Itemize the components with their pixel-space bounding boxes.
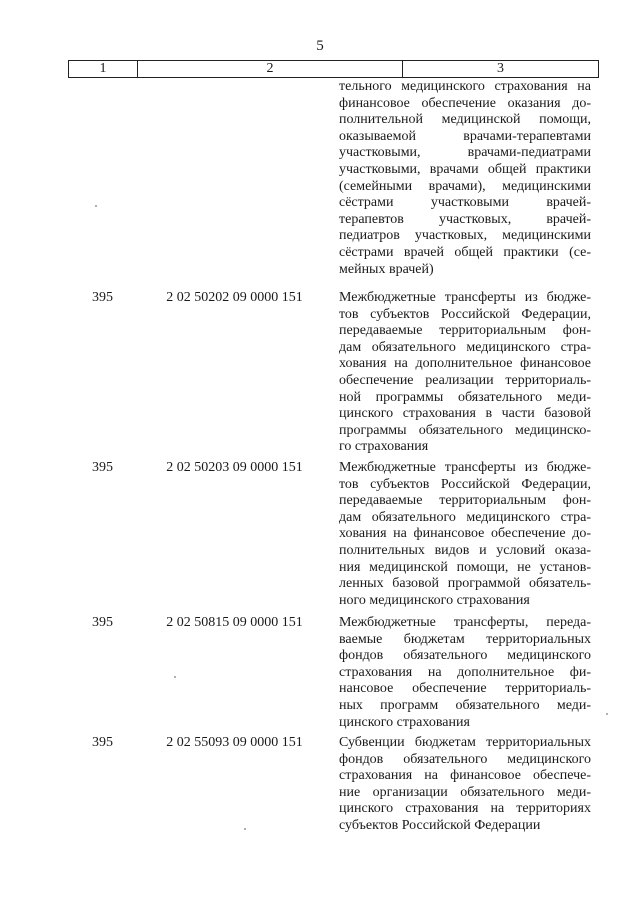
row-1-description: [339, 290, 591, 456]
table-header: [68, 60, 599, 78]
header-col-1: 1: [69, 61, 138, 77]
description-line: Межбюджетные трансферты из бюдже-: [339, 290, 591, 305]
description-line: (семейными врачами), медицинскими: [339, 178, 591, 194]
description-line: тельного медицинского страхования на: [339, 79, 591, 94]
description-line: субъектов Российской Федерации: [339, 817, 541, 833]
description-line: страхования на финансовое обеспече-: [339, 768, 591, 784]
row-4-budget-code: 2 02 55093 09 0000 151: [166, 735, 303, 750]
description-line: участковыми, врачами общей практики: [339, 161, 591, 177]
row-1-admin-code: 395: [92, 290, 113, 305]
description-line: Межбюджетные трансферты из бюдже-: [339, 460, 591, 475]
description-line: ние организации обязательного меди-: [339, 784, 591, 800]
description-line: ваемые бюджетам территориальных: [339, 631, 591, 647]
row-2-budget-code: 2 02 50203 09 0000 151: [166, 460, 303, 475]
description-line: Субвенции бюджетам территориальных: [339, 735, 591, 750]
scan-speck: [174, 676, 176, 678]
description-line: дам обязательного медицинского стра-: [339, 339, 591, 355]
description-line: цинского страхования в части базовой: [339, 406, 591, 422]
description-line: хования на финансовое обеспечение до-: [339, 526, 591, 542]
description-line: фондов обязательного медицинского: [339, 751, 591, 767]
description-line: полнительных видов и условий оказа-: [339, 542, 591, 558]
row-2-admin-code: 395: [92, 460, 113, 475]
description-line: программы обязательного медицинско-: [339, 422, 591, 438]
description-line: передаваемые территориальным фон-: [339, 493, 591, 509]
description-line: мейных врачей): [339, 261, 434, 277]
description-line: хования на дополнительное финансовое: [339, 356, 591, 372]
description-line: передаваемые территориальным фон-: [339, 323, 591, 339]
row-1-budget-code: 2 02 50202 09 0000 151: [166, 290, 303, 305]
description-line: фондов обязательного медицинского: [339, 648, 591, 664]
description-line: обеспечение реализации территориаль-: [339, 372, 591, 388]
scan-speck: [95, 205, 97, 207]
description-line: ного медицинского страхования: [339, 592, 530, 608]
description-line: педиатров участковых, медицинскими: [339, 228, 591, 244]
description-line: нансовое обеспечение территориаль-: [339, 681, 591, 697]
description-line: терапевтов участковых, врачей-: [339, 211, 591, 227]
description-line: ной программы обязательного меди-: [339, 389, 591, 405]
header-col-3: 3: [497, 61, 504, 76]
description-line: ных программ обязательного меди-: [339, 697, 591, 713]
description-line: сёстрами участковыми врачей-: [339, 195, 591, 211]
description-line: тов субъектов Российской Федерации,: [339, 476, 591, 492]
row-4-admin-code: 395: [92, 735, 113, 750]
description-line: Межбюджетные трансферты, переда-: [339, 615, 591, 630]
row-4-description: [339, 735, 591, 835]
description-line: сёстрами врачей общей практики (се-: [339, 244, 591, 260]
description-line: оказываемой врачами-терапевтами: [339, 128, 591, 144]
description-line: участковыми, врачами-педиатрами: [339, 145, 591, 161]
description-line: тов субъектов Российской Федерации,: [339, 306, 591, 322]
header-col-2: 2: [138, 61, 403, 77]
description-line: ленных базовой программой обязатель-: [339, 576, 591, 592]
description-line: ния медицинской помощи, не установ-: [339, 559, 591, 575]
description-line: финансовое обеспечение оказания до-: [339, 95, 591, 111]
description-line: го страхования: [339, 439, 429, 455]
description-line: дам обязательного медицинского стра-: [339, 509, 591, 525]
description-line: страхования на дополнительное фи-: [339, 664, 591, 680]
scan-speck: [606, 713, 608, 715]
scan-speck: [244, 828, 246, 830]
row-3-description: [339, 615, 591, 731]
page-number: 5: [316, 38, 324, 54]
row-3-admin-code: 395: [92, 615, 113, 630]
description-line: цинского страхования: [339, 714, 470, 730]
row-3-budget-code: 2 02 50815 09 0000 151: [166, 615, 303, 630]
description-line: полнительной медицинской помощи,: [339, 112, 591, 128]
row-2-description: [339, 460, 591, 609]
continuation-description: [339, 79, 591, 278]
description-line: цинского страхования на территориях: [339, 801, 591, 817]
